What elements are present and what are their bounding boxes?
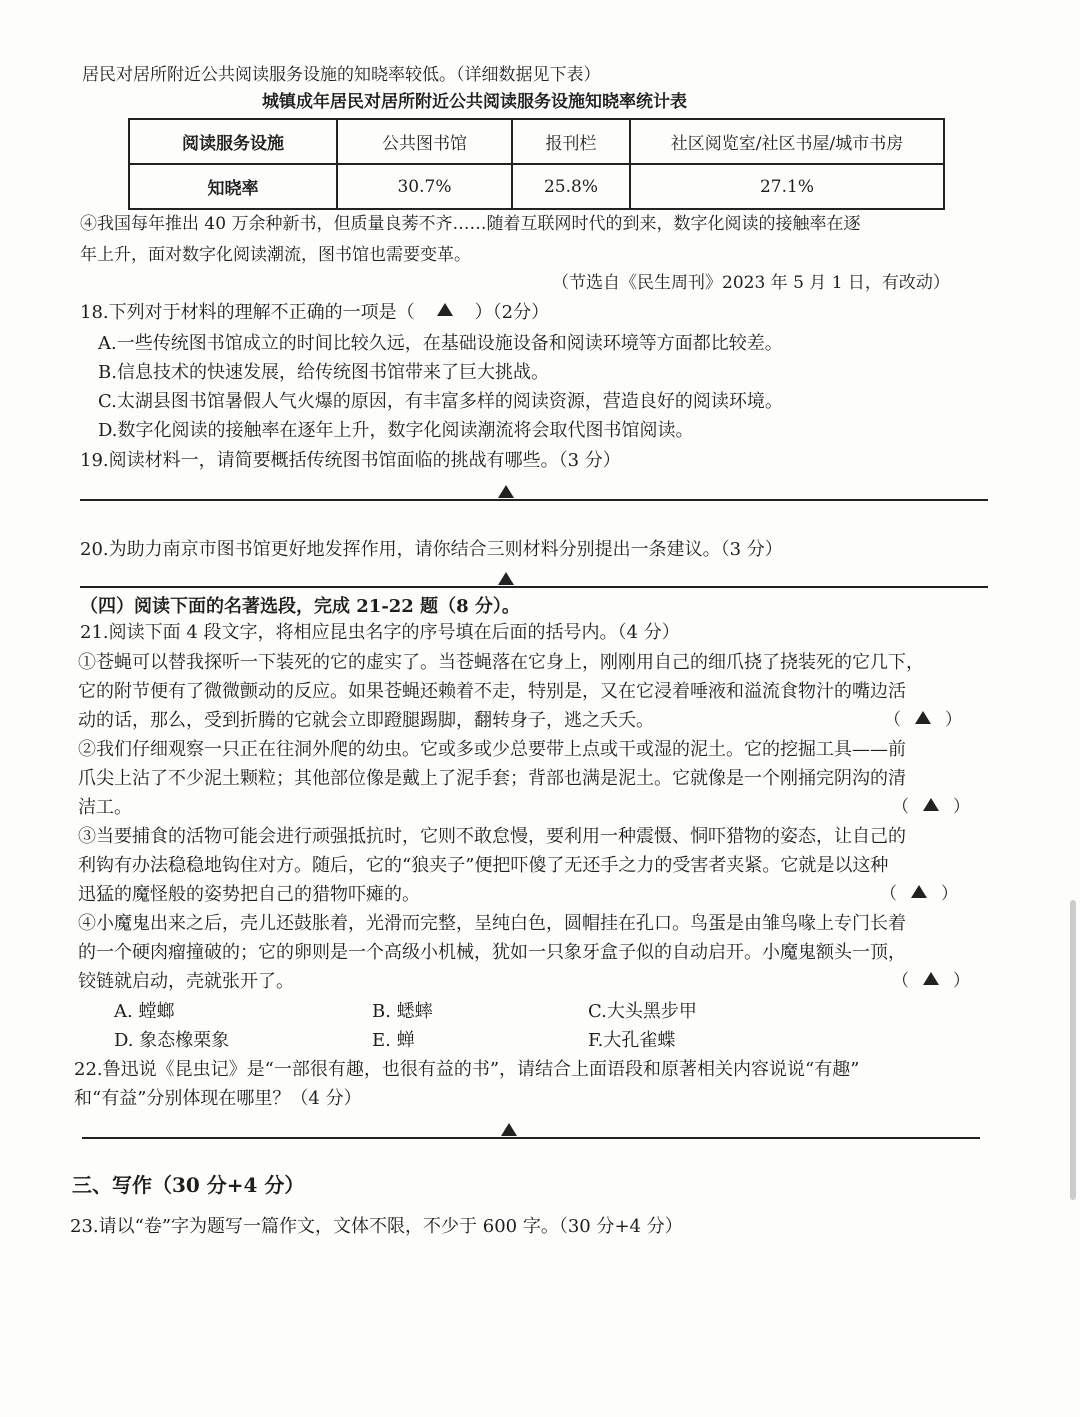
table-value-library: 30.7% bbox=[337, 164, 512, 209]
choice-c: C.大头黑步甲 bbox=[588, 1001, 697, 1022]
answer-triangle-icon bbox=[915, 711, 931, 724]
intro-line: 居民对居所附近公共阅读服务设施的知晓率较低。（详细数据见下表） bbox=[82, 65, 601, 85]
q21-p2-line3: 洁工。 bbox=[78, 797, 132, 818]
table-title: 城镇成年居民对居所附近公共阅读服务设施知晓率统计表 bbox=[262, 92, 687, 112]
answer-triangle-icon bbox=[923, 798, 939, 811]
q21-p2-line1: ②我们仔细观察一只正在往洞外爬的幼虫。它或多或少总要带上点或干或湿的泥土。它的挖掘工具——前 bbox=[78, 739, 906, 760]
paren-open: （ bbox=[892, 797, 909, 817]
q18-option-b: B.信息技术的快速发展，给传统图书馆带来了巨大挑战。 bbox=[98, 362, 549, 383]
answer-triangle-icon bbox=[923, 972, 939, 985]
section4-heading: （四）阅读下面的名著选段，完成 21-22 题（8 分）。 bbox=[80, 596, 520, 617]
answer-triangle-icon[interactable] bbox=[498, 485, 514, 498]
awareness-table bbox=[128, 118, 945, 210]
answer-triangle-icon[interactable] bbox=[501, 1123, 517, 1136]
scrollbar[interactable] bbox=[1070, 900, 1076, 1200]
q18-stem-text: 18.下列对于材料的理解不正确的一项是（ bbox=[80, 302, 415, 323]
q23-stem: 23.请以“卷”字为题写一篇作文，文体不限，不少于 600 字。（30 分+4 分） bbox=[70, 1216, 683, 1237]
table-value-community: 27.1% bbox=[630, 164, 944, 209]
paren-open: （ bbox=[892, 971, 909, 991]
answer-line[interactable] bbox=[80, 499, 988, 501]
answer-triangle-icon[interactable] bbox=[437, 303, 453, 316]
answer-bracket-4[interactable] bbox=[892, 970, 970, 992]
source-note: （节选自《民生周刊》2023 年 5 月 1 日，有改动） bbox=[552, 273, 950, 293]
answer-bracket-1[interactable] bbox=[884, 709, 962, 731]
answer-triangle-icon[interactable] bbox=[498, 572, 514, 585]
q21-p3-line2: 利钩有办法稳稳地钩住对方。随后，它的“狼夹子”便把吓傻了无还手之力的受害者夹紧。它就是以这种 bbox=[78, 855, 889, 876]
q18-option-c: C.太湖县图书馆暑假人气火爆的原因，有丰富多样的阅读资源，营造良好的阅读环境。 bbox=[98, 391, 783, 412]
q21-p4-line2: 的一个硬肉瘤撞破的；它的卵则是一个高级小机械，犹如一只象牙盒子似的自动启开。小魔鬼额头一顶， bbox=[78, 942, 906, 963]
q21-p1-line3: 动的话，那么，受到折腾的它就会立即蹬腿踢脚，翻转身子，逃之夭夭。 bbox=[78, 710, 654, 731]
choice-b: B. 蟋蟀 bbox=[372, 1001, 433, 1022]
choice-a: A. 螳螂 bbox=[114, 1001, 175, 1022]
q18-option-d: D.数字化阅读的接触率在逐年上升，数字化阅读潮流将会取代图书馆阅读。 bbox=[98, 420, 694, 441]
choice-e: E. 蝉 bbox=[372, 1030, 415, 1051]
q20-stem: 20.为助力南京市图书馆更好地发挥作用，请你结合三则材料分别提出一条建议。（3 分） bbox=[80, 539, 783, 560]
q18-stem-tail: ）（2分） bbox=[474, 302, 550, 323]
choice-f: F.大孔雀蝶 bbox=[588, 1030, 676, 1051]
para4-line1: ④我国每年推出 40 万余种新书，但质量良莠不齐……随着互联网时代的到来，数字化阅读的接触率在逐 bbox=[80, 214, 861, 234]
choice-d: D. 象态橡栗象 bbox=[114, 1030, 230, 1051]
section3-heading: 三、写作（30 分+4 分） bbox=[72, 1173, 305, 1197]
answer-line[interactable] bbox=[80, 586, 988, 588]
q21-p2-line2: 爪尖上沾了不少泥土颗粒；其他部位像是戴上了泥手套；背部也满是泥土。它就像是一个刚捅完阴沟的清 bbox=[78, 768, 906, 789]
q21-p3-line1: ③当要捕食的活物可能会进行顽强抵抗时，它则不敢怠慢，要利用一种震慑、恫吓猎物的姿态，让自己的 bbox=[78, 826, 906, 847]
q22-line1: 22.鲁迅说《昆虫记》是“一部很有趣，也很有益的书”，请结合上面语段和原著相关内容说说“有趣” bbox=[74, 1059, 860, 1080]
table-row-label: 知晓率 bbox=[129, 164, 337, 209]
q18-option-a: A.一些传统图书馆成立的时间比较久远，在基础设施设备和阅读环境等方面都比较差。 bbox=[98, 333, 783, 354]
answer-bracket-2[interactable] bbox=[892, 796, 970, 818]
paren-close: ） bbox=[945, 710, 962, 730]
answer-bracket-3[interactable] bbox=[880, 883, 958, 905]
table-col-newsstand: 报刊栏 bbox=[512, 119, 630, 164]
q21-p4-line3: 铰链就启动，壳就张开了。 bbox=[78, 971, 294, 992]
paren-close: ） bbox=[941, 884, 958, 904]
paren-close: ） bbox=[953, 797, 970, 817]
q21-p3-line3: 迅猛的魔怪般的姿势把自己的猎物吓瘫的。 bbox=[78, 884, 420, 905]
table-col-library: 公共图书馆 bbox=[337, 119, 512, 164]
answer-triangle-icon bbox=[911, 885, 927, 898]
paren-close: ） bbox=[953, 971, 970, 991]
table-header-label: 阅读服务设施 bbox=[129, 119, 337, 164]
answer-line[interactable] bbox=[82, 1137, 980, 1139]
q19-stem: 19.阅读材料一，请简要概括传统图书馆面临的挑战有哪些。（3 分） bbox=[80, 450, 621, 471]
q22-line2: 和“有益”分别体现在哪里？（4 分） bbox=[74, 1088, 362, 1109]
paren-open: （ bbox=[880, 884, 897, 904]
table-value-newsstand: 25.8% bbox=[512, 164, 630, 209]
q21-p4-line1: ④小魔鬼出来之后，壳儿还鼓胀着，光滑而完整，呈纯白色，圆帽挂在孔口。鸟蛋是由雏鸟喙上专门长着 bbox=[78, 913, 906, 934]
table-col-community: 社区阅览室/社区书屋/城市书房 bbox=[630, 119, 944, 164]
paren-open: （ bbox=[884, 710, 901, 730]
q21-stem: 21.阅读下面 4 段文字，将相应昆虫名字的序号填在后面的括号内。（4 分） bbox=[80, 622, 680, 643]
q21-p1-line2: 它的附节便有了微微颤动的反应。如果苍蝇还赖着不走，特别是，又在它浸着唾液和溢流食物汁的嘴边活 bbox=[78, 681, 906, 702]
para4-line2: 年上升，面对数字化阅读潮流，图书馆也需要变革。 bbox=[80, 245, 471, 265]
q18-stem bbox=[80, 301, 549, 325]
q21-p1-line1: ①苍蝇可以替我探听一下装死的它的虚实了。当苍蝇落在它身上，刚刚用自己的细爪挠了挠装死的它几下， bbox=[78, 652, 924, 673]
